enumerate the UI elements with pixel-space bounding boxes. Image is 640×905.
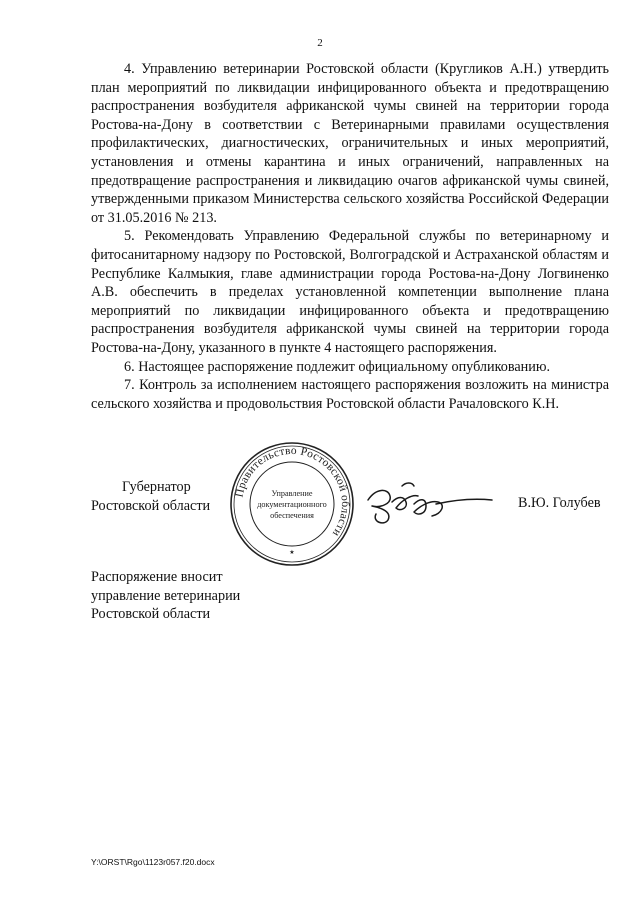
submitted-by-line2: управление ветеринарии: [91, 587, 241, 604]
signatory-title-line1: Губернатор: [122, 479, 191, 495]
signatory-title-line2: Ростовской области: [91, 497, 211, 514]
submitted-by-line3: Ростовской области: [91, 606, 211, 623]
submitted-by-note: [91, 568, 240, 624]
seal-center-line3: обеспечения: [270, 511, 314, 520]
official-seal: [228, 440, 356, 568]
paragraph-6: 6. Настоящее распоряжение подлежит официальному опубликованию.: [124, 358, 551, 375]
seal-center-line1: Управление: [271, 489, 313, 498]
handwritten-signature: [362, 478, 494, 532]
seal-center-line2: документационного: [257, 500, 327, 509]
submitted-by-line1: Распоряжение вносит: [91, 569, 223, 585]
document-body: [91, 60, 609, 413]
paragraph-4: 4. Управлению ветеринарии Ростовской области (Кругликов А.Н.) утвердить план мероприятий по ликвидации инфицированного объекта и предотвращению распространения возбудителя африканской чумы свиней на территории города Ростова-на-Дону в соответствии с Ветеринарными правилами осуществления профилактических, диагностических, ограничительных и иных мероприятий, установления и отмены карантина и иных ограничений, направленных на предотвращение распространения и ликвидацию очагов африканской чумы свиней, утвержденными приказом Министерства сельского хозяйства Российской Федерации от 31.05.2016 № 213.: [91, 61, 609, 226]
file-path: Y:\ORST\Rgo\1123r057.f20.docx: [91, 857, 215, 867]
signatory-title: [91, 478, 210, 515]
seal-star-icon: ★: [289, 549, 295, 556]
signatory-name: В.Ю. Голубев: [518, 495, 601, 511]
page-number: 2: [317, 37, 323, 49]
paragraph-7: 7. Контроль за исполнением настоящего распоряжения возложить на министра сельского хозяйства и продовольствия Ростовской области Рачаловского К.Н.: [91, 377, 609, 412]
seal-ring-text: Правительство Ростовской области: [233, 444, 352, 539]
paragraph-5: 5. Рекомендовать Управлению Федеральной службы по ветеринарному и фитосанитарному надзору по Ростовской, Волгоградской и Астраханской областям и Республике Калмыкия, главе администрации города Ростова-на-Дону Логвиненко А.В. обеспечить в пределах установленной компетенции выполнение плана мероприятий по ликвидации инфицированного объекта и предотвращению распространения возбудителя африканской чумы свиней на территории города Ростова-на-Дону, указанного в пункте 4 настоящего распоряжения.: [91, 228, 609, 356]
